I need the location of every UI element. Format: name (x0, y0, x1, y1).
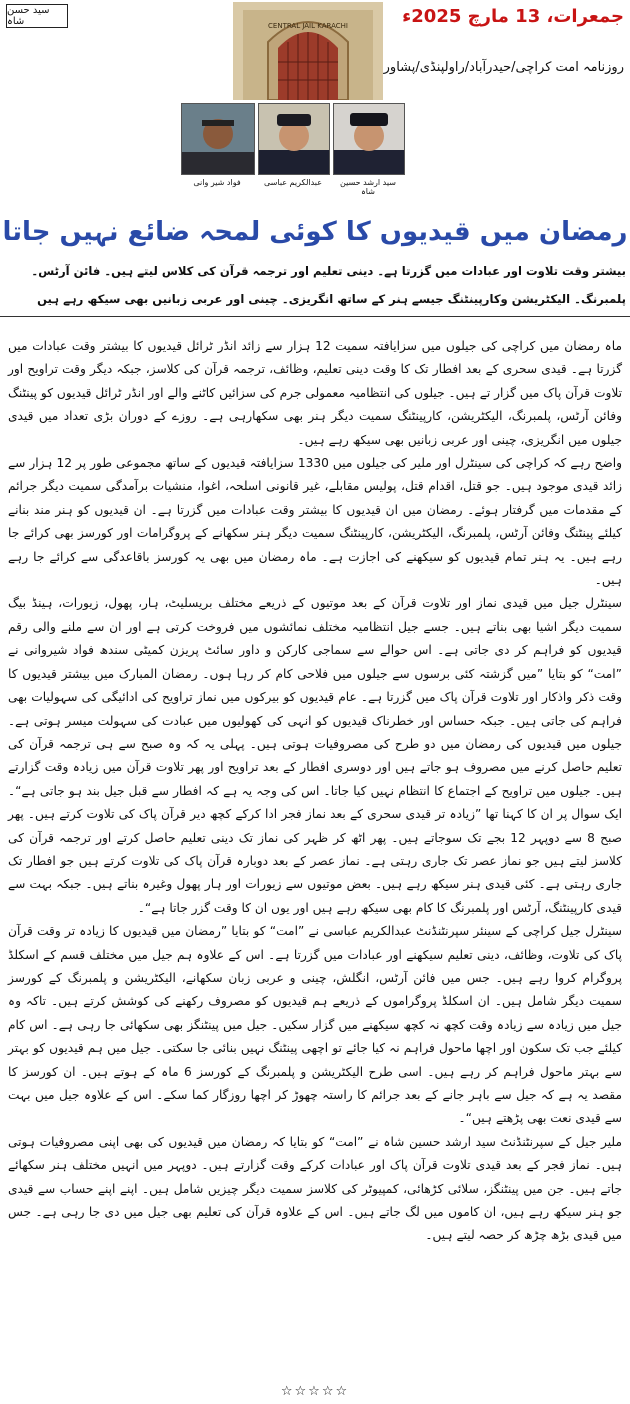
divider (0, 316, 630, 317)
paragraph: سینٹرل جیل کراچی کے سینئر سپرنٹنڈنٹ عبدالکریم عباسی نے ”امت“ کو بتایا ”رمضان میں قیدیوں کا زیادہ تر وقت قرآن پاک کی تلاوت، وظائف، دینی تعلیم سیکھنے اور عبادات میں گزرتا ہے۔ اس کے علاوہ ہم جیل میں مختلف قسم کے اسکلڈ پروگرام کروا رہے ہیں۔ جس میں فائن آرٹس، انگلش، چینی و عربی زبان سکھانے، الیکٹریشن و پلمبرنگ کے کورسز سمیت دیگر شامل ہیں۔ ان اسکلڈ پروگراموں کے ذریعے ہم قیدیوں کو مصروف رکھنے کی کوشش کرتے ہیں۔ تاکہ وہ جیل میں زیادہ سے زیادہ وقت کچھ نہ کچھ سیکھنے میں گزار سکیں۔ جیل میں پینٹنگز بھی سکھائی جا رہی ہے۔ اس کام کیلئے جب تک سکون اور اچھا ماحول فراہم نہ کیا جائے تو اچھی پینٹنگ نہیں بنائی جا سکتی۔ جیل میں ہم قیدیوں کو بہتر سے بہتر ماحول فراہم کر رہے ہیں۔ اسی طرح الیکٹریشن و پلمبرنگ کے کورسز 6 ماہ کے ہوتے ہیں۔ ان کورسز کا مقصد یہ ہے کہ جیل سے باہر جانے کے بعد جرائم کا راستہ چھوڑ کر اچھا روزگار کما سکے۔ اس کے علاوہ جیل میں بہت سے قیدی نعت بھی پڑھتے ہیں“۔ (8, 924, 622, 1126)
paragraph: ماہ رمضان میں کراچی کی جیلوں میں سزایافتہ سمیت 12 ہزار سے زائد انڈر ٹرائل قیدیوں کا بیشتر وقت عبادات میں گزرتا ہے۔ قیدی سحری کے بعد افطار تک کا وقت دینی تعلیم، وظائف، ترجمہ قرآن کی کلاسز، جبکہ دیگر وقت تراویح اور تلاوت قرآن پاک میں گزار تے ہیں۔ جیلوں کی انتظامیہ معمولی جرم کی سزائیں کاٹنے والے اور انڈر ٹرائل قیدیوں کو پینٹنگ وفائن آرٹس، پلمبرنگ، الیکٹریشن، کارپینٹنگ سمیت دیگر ہنر بھی سکھارہی ہے۔ روزے کے دوران بڑی تعداد میں قیدی جیلوں میں انگریزی، چینی اور عربی زبانیں بھی سیکھ رہے ہیں۔ (8, 339, 622, 447)
issue-date: جمعرات، 13 مارچ 2025ء (402, 6, 624, 27)
gate-sign: CENTRAL JAIL KARACHI (268, 22, 348, 30)
paragraph: سینٹرل جیل میں قیدی نماز اور تلاوت قرآن کے بعد موتیوں کے ذریعے مختلف بریسلیٹ، ہار، پھول، زیورات، ہینڈ بیگ سمیت دیگر اشیا بھی بناتے ہیں۔ جسے جیل انتظامیہ مختلف نمائشوں میں فروخت کرتی ہے اور ان سے ملنے والی رقم قیدیوں کو فراہم کر دی جاتی ہے۔ اس حوالے سے سماجی کارکن و داور سائٹ پریزن کمیٹی سندھ فواد شیروانی نے ”امت“ کو بتایا ”میں گزشتہ کئی برسوں سے جیلوں میں فلاحی کام کر رہا ہوں۔ رمضان المبارک میں بیشتر قیدیوں کا وقت ذکر واذکار اور تلاوت قرآن پاک میں گزرتا ہے۔ عام قیدیوں کو بیرکوں میں نماز تراویح کی ادائیگی کی سہولیات بھی فراہم کی جاتی ہیں۔ جبکہ حساس اور خطرناک قیدیوں کو انہی کی کھولیوں میں عبادت کی سہولت میسر ہوتی ہے۔ جیلوں میں قیدیوں کی رمضان میں دو طرح کی مصروفیات ہوتی ہیں۔ پہلی یہ کہ وہ صبح سے ہی ترجمہ قرآن کی تعلیم حاصل کرنے میں مصروف ہو جاتے ہیں اور دوسری افطار کے بعد تراویح اور پھر تلاوت قرآن میں زیادہ وقت گزارتے ہیں۔ جیلوں میں تراویح کے اجتماع کا انتظام نہیں کیا جاتا۔ اس کی وجہ یہ ہے کہ افطار سے قبل جیل بند ہو جاتی ہے“۔ ایک سوال پر ان کا کہنا تھا ”زیادہ تر قیدی سحری کے بعد نماز فجر ادا کرکے کچھ دیر قرآن پاک کی تلاوت کرتے ہیں۔ پھر صبح 8 سے دوپہر 12 بجے تک سوجاتے ہیں۔ پھر اٹھ کر ظہر کی نماز تک دینی تعلیم حاصل کرتے اور ترجمہ قرآن کی کلاسز لیتے ہیں جو نماز عصر تک جاری رہتی ہے۔ نماز عصر کے بعد دوبارہ قرآن پاک کی تلاوت کرتے ہیں جو افطار تک جاری رہتی ہے۔ کئی قیدی ہنر سیکھ رہے ہیں۔ بعض موتیوں سے زیورات اور ہار پھول وغیرہ بناتے ہیں۔ جبکہ بہت سے قیدی کارپینٹنگ، آرٹس اور پلمبرنگ کا کام بھی سیکھ رہے ہیں اور یوں ان کا وقت گزر جاتا ہے“۔ (8, 596, 622, 915)
paragraph: ملیر جیل کے سپرنٹنڈنٹ سید ارشد حسین شاہ نے ”امت“ کو بتایا کہ رمضان میں قیدیوں کی بھی اپنی مصروفیات ہوتی ہیں۔ نماز فجر کے بعد قیدی تلاوت قرآن پاک اور عبادات کرکے وقت گزارتے ہیں۔ دوپہر میں انہیں مختلف ہنر سکھائے جاتے ہیں۔ جن میں پینٹنگز، سلائی کڑھائی، کمپیوٹر کی کلاسز سمیت دیگر چیزیں شامل ہیں۔ اپنے اپنے حساب سے قیدی جو ہنر سیکھ رہے ہیں، ان کاموں میں لگ جاتے ہیں۔ اس کے علاوہ قرآن کی تعلیم بھی جیل میں دی جا رہی ہے۔ جس میں قیدی بڑھ چڑھ کر حصہ لیتے ہیں۔ (8, 1134, 622, 1243)
caption-abbasi: عبدالکریم عباسی (264, 178, 322, 187)
caption-fawad: فواد شیر وانی (193, 178, 241, 187)
subheadline-2: پلمبرنگ۔ الیکٹریشن وکارپینٹنگ جیسے ہنر کے ساتھ انگریزی۔ چینی اور عربی زبانیں بھی سیکھ رہے ہیں (37, 292, 626, 306)
portrait-arshad (333, 103, 405, 175)
portrait-fawad (181, 103, 255, 175)
paragraph: واضح رہے کہ کراچی کی سینٹرل اور ملیر کی جیلوں میں 1330 سزایافتہ قیدیوں کے ساتھ مجموعی طور پر 12 ہزار سے زائد قیدی موجود ہیں۔ جو قتل، اقدام قتل، پولیس مقابلے، غیر قانونی اسلحہ، اغوا، منشیات برآمدگی سمیت دیگر جرائم کے مقدمات میں گرفتار ہوئے۔ رمضان میں ان قیدیوں کا بیشتر وقت عبادات میں گزرتا ہے۔ ان قیدیوں کو ہنر مند بنانے کیلئے پینٹنگ وفائن آرٹس، پلمبرنگ، الیکٹریشن، کارپینٹنگ سمیت دیگر ہنر سکھانے کے پروگرامات اور کورسز بھی کرائے جا رہے ہیں۔ یہ ہنر تمام قیدیوں کو سیکھنے کی اجازت ہے۔ ماہ رمضان میں بھی یہ کورسز باقاعدگی سے کرائے جا رہے ہیں۔ (8, 456, 622, 588)
publication-name: روزنامہ امت کراچی/حیدرآباد/راولپنڈی/پشاور (383, 60, 624, 75)
headline: رمضان میں قیدیوں کا کوئی لمحہ ضائع نہیں جاتا (2, 206, 628, 258)
caption-arshad: سید ارشد حسین شاہ (340, 178, 396, 196)
byline-box (6, 4, 68, 28)
end-mark: ☆☆☆☆☆ (280, 1384, 350, 1399)
jail-gate-photo (233, 2, 383, 100)
portrait-abbasi (258, 103, 330, 175)
article-body (8, 335, 622, 1248)
subheadline-1: بیشتر وقت تلاوت اور عبادات میں گزرتا ہے۔ دینی تعلیم اور ترجمہ قرآن کی کلاس لیتے ہیں۔ فائن آرٹس۔ (31, 264, 626, 278)
byline: سید حسن شاہ (7, 5, 50, 27)
